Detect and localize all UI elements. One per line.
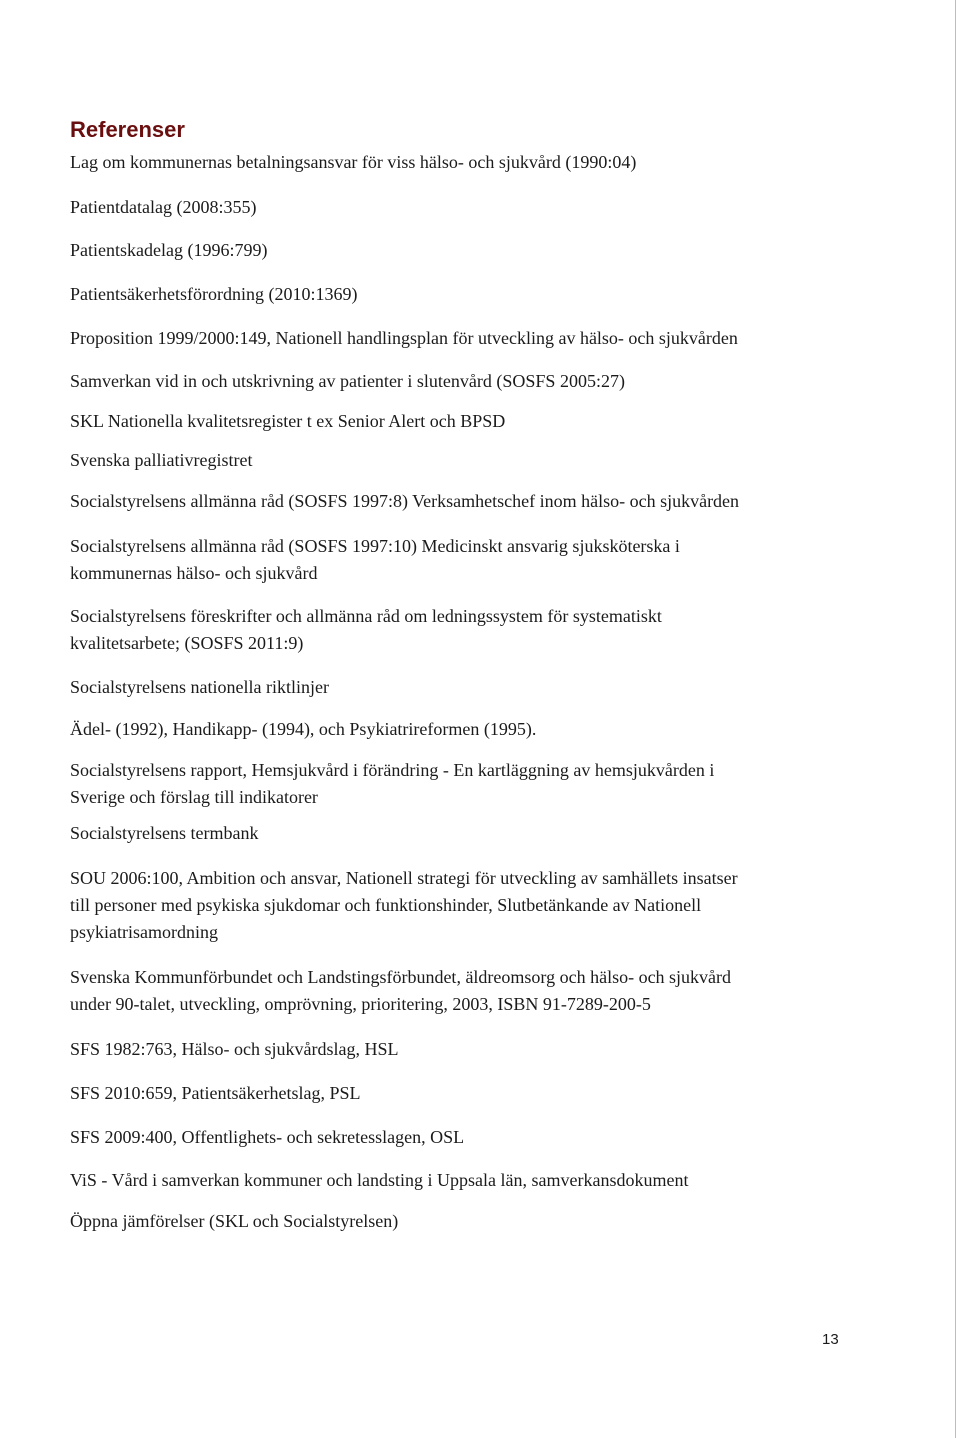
reference-line: Sverige och förslag till indikatorer [70,787,318,807]
reference-item [70,488,739,515]
reference-line: Proposition 1999/2000:149, Nationell handlingsplan för utveckling av hälso- och sjukvården [70,328,738,348]
reference-item [70,865,738,946]
reference-item [70,674,329,701]
reference-line: Ädel- (1992), Handikapp- (1994), och Psykiatrireformen (1995). [70,719,537,739]
reference-line: psykiatrisamordning [70,922,218,942]
reference-item [70,281,357,308]
reference-item [70,603,662,657]
reference-item [70,1208,398,1235]
reference-line: SOU 2006:100, Ambition och ansvar, Nationell strategi för utveckling av samhällets insatser [70,868,738,888]
reference-line: Socialstyrelsens allmänna råd (SOSFS 1997:10) Medicinskt ansvarig sjuksköterska i [70,536,680,556]
reference-line: till personer med psykiska sjukdomar och funktionshinder, Slutbetänkande av Nationell [70,895,702,915]
reference-line: Socialstyrelsens termbank [70,823,259,843]
reference-item [70,964,731,1018]
reference-line: Samverkan vid in och utskrivning av patienter i slutenvård (SOSFS 2005:27) [70,371,625,391]
reference-item [70,1124,464,1151]
reference-line: Socialstyrelsens föreskrifter och allmänna råd om ledningssystem för systematiskt [70,606,662,626]
reference-line: Patientdatalag (2008:355) [70,197,257,217]
reference-item [70,716,536,743]
reference-item [70,408,505,435]
reference-item [70,757,714,811]
reference-item [70,1167,688,1194]
reference-line: Svenska palliativregistret [70,450,253,470]
page-title: Referenser [70,117,185,142]
reference-line: Patientsäkerhetsförordning (2010:1369) [70,284,358,304]
reference-line: Svenska Kommunförbundet och Landstingsförbundet, äldreomsorg och hälso- och sjukvård [70,967,732,987]
reference-line: ViS - Vård i samverkan kommuner och landsting i Uppsala län, samverkansdokument [70,1170,689,1190]
reference-line: Socialstyrelsens allmänna råd (SOSFS 1997:8) Verksamhetschef inom hälso- och sjukvården [70,491,740,511]
reference-line: kommunernas hälso- och sjukvård [70,563,318,583]
reference-item [70,368,625,395]
reference-line: SKL Nationella kvalitetsregister t ex Senior Alert och BPSD [70,411,506,431]
scan-edge-line [955,0,956,1438]
reference-item [70,820,258,847]
reference-item [70,149,636,176]
reference-line: Socialstyrelsens nationella riktlinjer [70,677,329,697]
reference-item [70,237,267,264]
reference-line: SFS 1982:763, Hälso- och sjukvårdslag, HSL [70,1039,399,1059]
reference-item [70,1080,361,1107]
reference-line: Öppna jämförelser (SKL och Socialstyrelsen) [70,1211,399,1231]
reference-item [70,325,738,352]
reference-line: SFS 2010:659, Patientsäkerhetslag, PSL [70,1083,361,1103]
reference-line: kvalitetsarbete; (SOSFS 2011:9) [70,633,304,653]
reference-line: Lag om kommunernas betalningsansvar för viss hälso- och sjukvård (1990:04) [70,152,637,172]
reference-line: Patientskadelag (1996:799) [70,240,268,260]
page-number: 13 [822,1331,839,1348]
reference-item [70,194,256,221]
reference-item [70,533,680,587]
reference-item [70,1036,399,1063]
reference-item [70,447,252,474]
reference-line: SFS 2009:400, Offentlighets- och sekretesslagen, OSL [70,1127,465,1147]
reference-line: under 90-talet, utveckling, omprövning, prioritering, 2003, ISBN 91-7289-200-5 [70,994,651,1014]
reference-line: Socialstyrelsens rapport, Hemsjukvård i förändring - En kartläggning av hemsjukvården i [70,760,715,780]
